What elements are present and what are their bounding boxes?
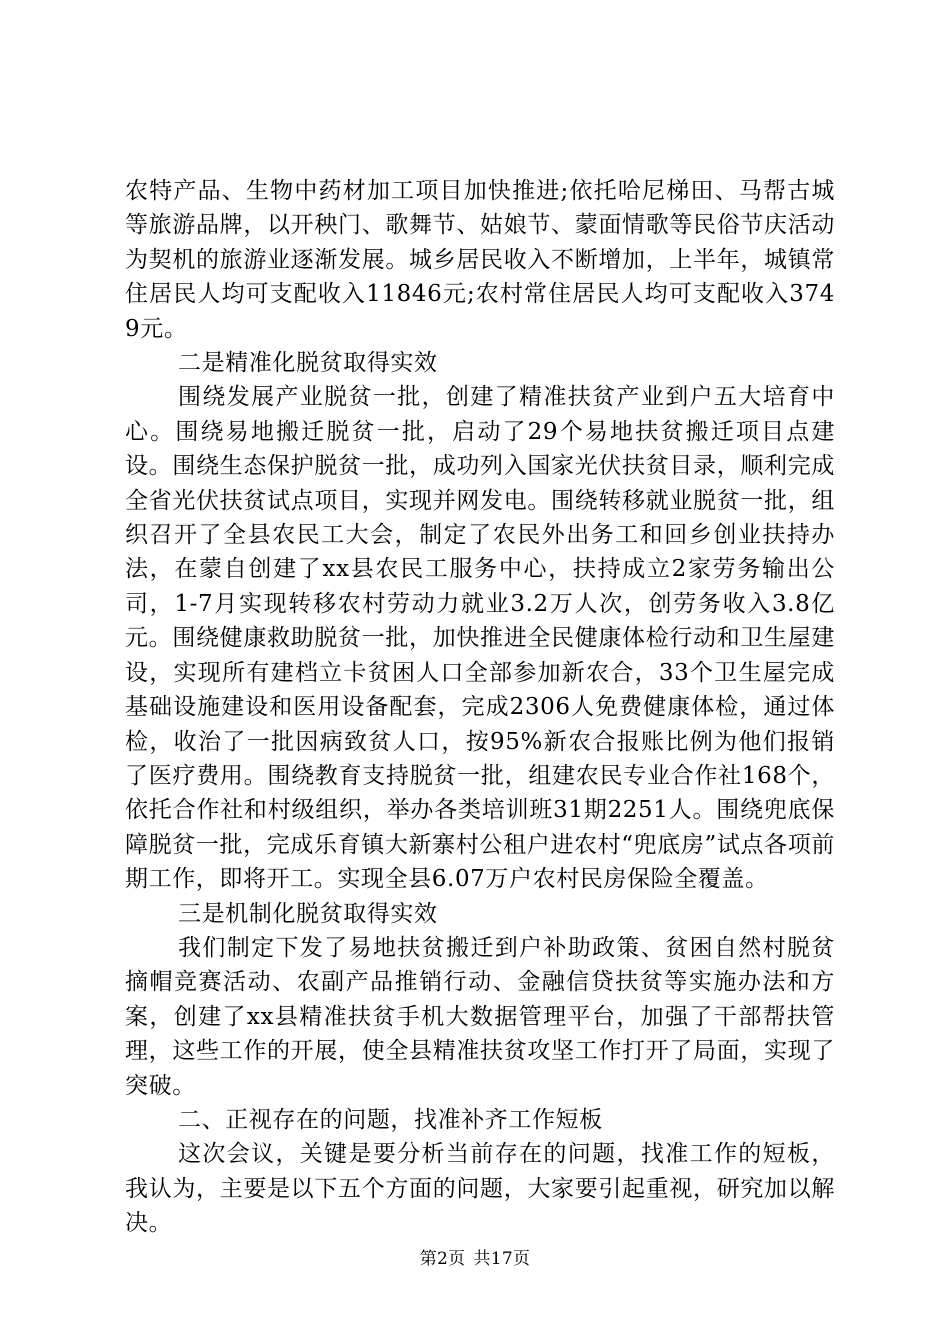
page-total: 共17页: [473, 1249, 531, 1269]
paragraph-mechanism-poverty: 我们制定下发了易地扶贫搬迁到户补助政策、贫困自然村脱贫摘帽竞赛活动、农副产品推销行动、金融信贷扶贫等实施办法和方案，创建了xx县精准扶贫手机大数据管理平台，加强了干部帮扶管理，这些工作的开展，使全县精准扶贫攻坚工作打开了局面，实现了突破。: [125, 934, 835, 1099]
page-footer: [0, 1249, 950, 1269]
section-heading-problems: 二、正视存在的问题，找准补齐工作短板: [178, 1106, 603, 1133]
paragraph-precision-poverty: 围绕发展产业脱贫一批，创建了精准扶贫产业到户五大培育中心。围绕易地搬迁脱贫一批，启动了29个易地扶贫搬迁项目点建设。围绕生态保护脱贫一批，成功列入国家光伏扶贫目录，顺利完成全省光伏扶贫试点项目，实现并网发电。围绕转移就业脱贫一批，组织召开了全县农民工大会，制定了农民外出务工和回乡创业扶持办法，在蒙自创建了xx县农民工服务中心，扶持成立2家劳务输出公司，1-7月实现转移农村劳动力就业3.2万人次，创劳务收入3.8亿元。围绕健康救助脱贫一批，加快推进全民健康体检行动和卫生屋建设，实现所有建档立卡贫困人口全部参加新农合，33个卫生屋完成基础设施建设和医用设备配套，完成2306人免费健康体检，通过体检，收治了一批因病致贫人口，按95%新农合报账比例为他们报销了医疗费用。围绕教育支持脱贫一批，组建农民专业合作社168个，依托合作社和村级组织，举办各类培训班31期2251人。围绕兜底保障脱贫一批，完成乐育镇大新寨村公租户进农村“兜底房”试点各项前期工作，即将开工。实现全县6.07万户农村民房保险全覆盖。: [125, 384, 835, 893]
document-body: [125, 174, 835, 1241]
paragraph-problems: 这次会议，关键是要分析当前存在的问题，找准工作的短板，我认为，主要是以下五个方面的问题，大家要引起重视，研究加以解决。: [125, 1141, 835, 1237]
section-heading-mechanism-poverty: 三是机制化脱贫取得实效: [178, 900, 438, 927]
section-heading-precision-poverty: 二是精准化脱贫取得实效: [178, 350, 438, 377]
page-number: 第2页: [419, 1249, 466, 1269]
paragraph-intro: 农特产品、生物中药材加工项目加快推进;依托哈尼梯田、马帮古城等旅游品牌，以开秧门、歌舞节、姑娘节、蒙面情歌等民俗节庆活动为契机的旅游业逐渐发展。城乡居民收入不断增加，上半年，城镇常住居民人均可支配收入11846元;农村常住居民人均可支配收入3749元。: [125, 178, 835, 342]
